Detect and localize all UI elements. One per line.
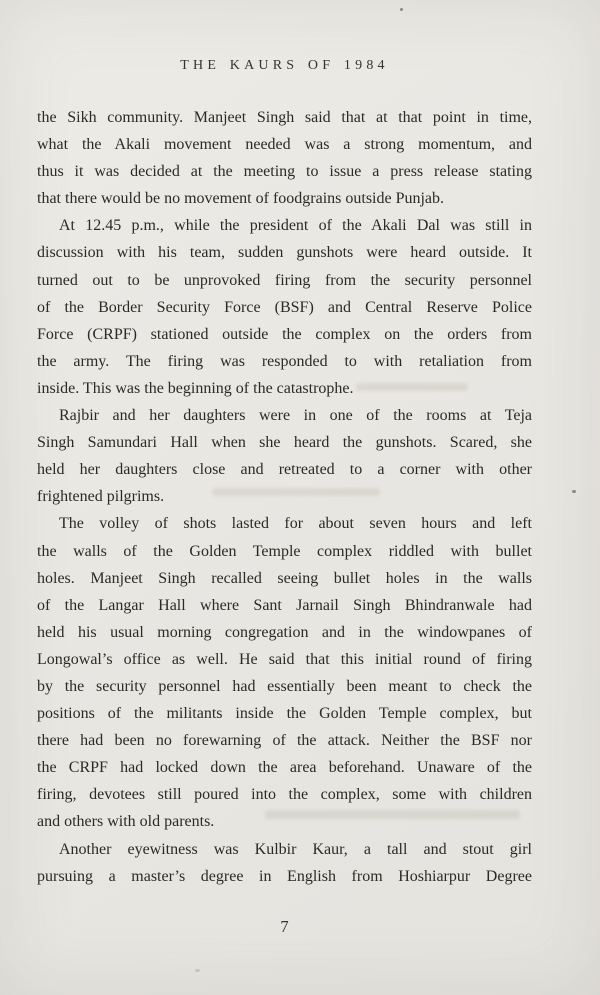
text-line: the Sikh community. Manjeet Singh said that at that point in time, — [37, 109, 532, 126]
ink-speck — [195, 969, 200, 972]
text-line: of the Langar Hall where Sant Jarnail Singh Bhindranwale had — [37, 596, 532, 614]
ink-speck — [400, 8, 403, 11]
text-line: positions of the militants inside the Golden Temple complex, but — [37, 705, 532, 723]
text-line: At 12.45 p.m., while the president of the Akali Dal was still in — [59, 217, 532, 235]
text-line: firing, devotees still poured into the complex, some with children — [37, 786, 532, 804]
text-block — [37, 104, 532, 890]
text-line: inside. This was the beginning of the catastrophe. — [37, 379, 354, 397]
text-line: Rajbir and her daughters were in one of the rooms at Teja — [59, 407, 532, 425]
text-line: that there would be no movement of foodgrains outside Punjab. — [37, 190, 445, 208]
text-line: The volley of shots lasted for about seven hours and left — [59, 515, 532, 533]
text-line: turned out to be unprovoked firing from the security personnel — [37, 271, 532, 289]
text-line: the CRPF had locked down the area beforehand. Unaware of the — [37, 759, 532, 777]
text-line: held his usual morning congregation and in the windowpanes of — [37, 623, 532, 641]
page-number: 7 — [280, 917, 289, 936]
text-line: frightened pilgrims. — [37, 488, 165, 506]
text-line: pursuing a master’s degree in English from Hoshiarpur Degree — [37, 867, 532, 885]
text-line: what the Akali movement needed was a strong momentum, and — [37, 136, 532, 154]
ink-speck — [572, 490, 576, 493]
text-line: Force (CRPF) stationed outside the complex on the orders from — [37, 325, 532, 343]
text-line: and others with old parents. — [37, 813, 215, 831]
text-line: there had been no forewarning of the attack. Neither the BSF nor — [37, 732, 532, 750]
text-line: thus it was decided at the meeting to issue a press release stating — [37, 163, 532, 181]
text-line: the walls of the Golden Temple complex riddled with bullet — [37, 542, 532, 560]
text-line: held her daughters close and retreated to a corner with other — [37, 461, 532, 479]
running-head: THE KAURS OF 1984 — [180, 58, 389, 73]
text-line: Singh Samundari Hall when she heard the gunshots. Scared, she — [37, 434, 532, 452]
text-line: the army. The firing was responded to with retaliation from — [37, 352, 532, 370]
text-line: discussion with his team, sudden gunshots were heard outside. It — [37, 244, 532, 262]
text-line: Another eyewitness was Kulbir Kaur, a tall and stout girl — [59, 840, 532, 858]
text-line: holes. Manjeet Singh recalled seeing bullet holes in the walls — [37, 569, 532, 587]
bleedthrough-mark — [265, 810, 520, 819]
text-line: Longowal’s office as well. He said that this initial round of firing — [37, 650, 532, 668]
text-line: of the Border Security Force (BSF) and Central Reserve Police — [37, 298, 532, 316]
bleedthrough-mark — [212, 488, 380, 496]
text-line: by the security personnel had essentially been meant to check the — [37, 677, 532, 695]
bleedthrough-mark — [356, 383, 468, 391]
